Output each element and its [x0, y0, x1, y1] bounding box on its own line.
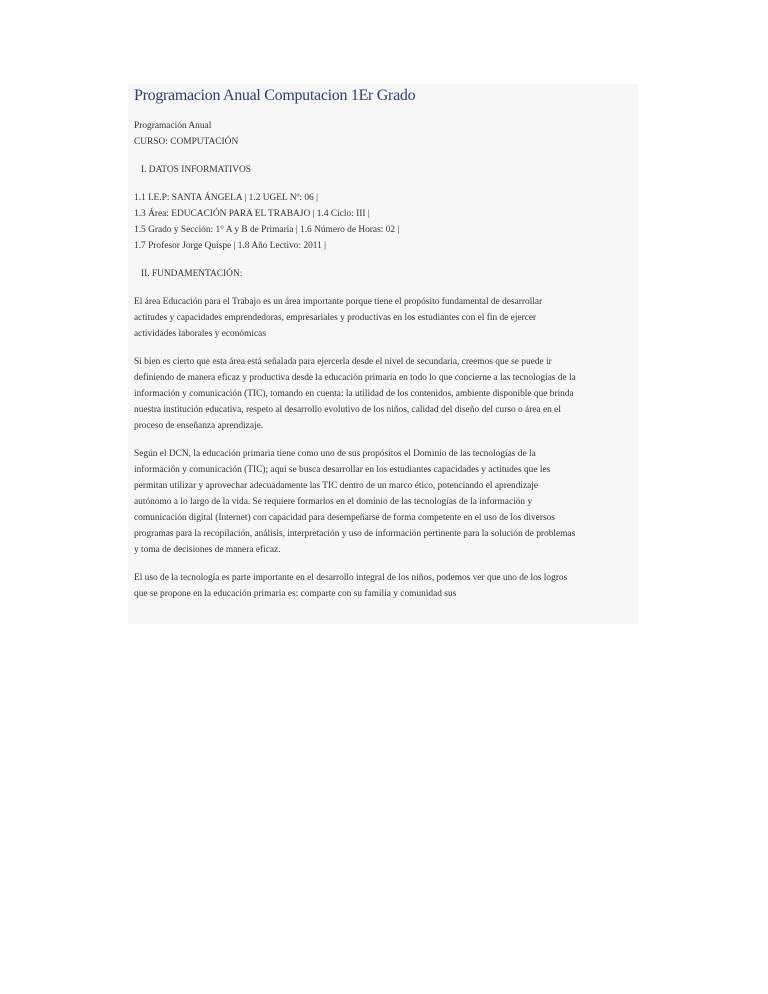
paragraph-line: proceso de enseñanza aprendizaje. [134, 421, 264, 431]
paragraph-line: El uso de la tecnología es parte importante en el desarrollo integral de los niños, podemos ver que uno de los logros [134, 573, 568, 583]
paragraph-line: actividades laborales y económicas [134, 329, 266, 339]
document-header [134, 118, 638, 150]
paragraph-line: actitudes y capacidades emprendedoras, empresariales y productivas en los estudiantes con el fin de ejercer [134, 313, 537, 323]
section-heading-datos: I. DATOS INFORMATIVOS [141, 165, 251, 175]
paragraph-line: definiendo de manera eficaz y productiva desde la educación primaria en todo lo que concierne a las tecnologías de la [134, 373, 576, 383]
header-line-course: CURSO: COMPUTACIÓN [134, 137, 239, 147]
info-line: 1.1 I.E.P: SANTA ÁNGELA | 1.2 UGEL Nº: 06 | [134, 193, 318, 203]
section-heading-fundamentacion: II. FUNDAMENTACIÓN: [141, 269, 243, 279]
paragraph-line: permitan utilizar y aprovechar adecuadamente las TIC dentro de un marco ético, potenciando el aprendizaje [134, 481, 539, 491]
paragraph-line: que se propone en la educación primaria es: comparte con su familia y comunidad sus [134, 589, 457, 599]
info-list [134, 190, 638, 254]
paragraph-line: comunicación digital (Internet) con capacidad para desempeñarse de forma competente en el uso de los diversos [134, 513, 555, 523]
paragraph [134, 354, 639, 434]
document-excerpt [128, 84, 638, 624]
document-title: Programacion Anual Computacion 1Er Grado [134, 87, 416, 104]
info-line: 1.3 Área: EDUCACIÓN PARA EL TRABAJO | 1.4 Ciclo: III | [134, 209, 370, 219]
info-line: 1.5 Grado y Sección: 1° A y B de Primaria | 1.6 Número de Horas: 02 | [134, 225, 400, 235]
paragraph [134, 570, 639, 602]
paragraph-line: autónomo a lo largo de la vida. Se requiere formarlos en el dominio de las tecnologías de la información y [134, 497, 533, 507]
paragraph [134, 294, 639, 342]
paragraph-line: y toma de decisiones de manera eficaz. [134, 545, 281, 555]
paragraph-line: Si bien es cierto que esta área está señalada para ejercerla desde el nivel de secundaria, creemos que se puede ir [134, 357, 552, 367]
paragraph [134, 446, 639, 558]
paragraph-line: El área Educación para el Trabajo es un área importante porque tiene el propósito fundamental de desarrollar [134, 297, 543, 307]
paragraph-line: nuestra institución educativa, respeto al desarrollo evolutivo de los niños, calidad del diseño del curso o área en el [134, 405, 561, 415]
paragraph-line: información y comunicación (TIC), tomando en cuenta: la utilidad de los contenidos, ambiente disponible que brinda [134, 389, 574, 399]
paragraph-line: Según el DCN, la educación primaria tiene como uno de sus propósitos el Dominio de las tecnologías de la [134, 449, 536, 459]
header-line-program: Programación Anual [134, 121, 212, 131]
paragraph-line: información y comunicación (TIC); aquí se busca desarrollar en los estudiantes capacidades y actitudes que les [134, 465, 551, 475]
info-line: 1.7 Profesor Jorge Quispe | 1.8 Año Lectivo: 2011 | [134, 241, 327, 251]
paragraph-line: programas para la recopilación, análisis, interpretación y uso de información pertinente para la solución de problemas [134, 529, 576, 539]
